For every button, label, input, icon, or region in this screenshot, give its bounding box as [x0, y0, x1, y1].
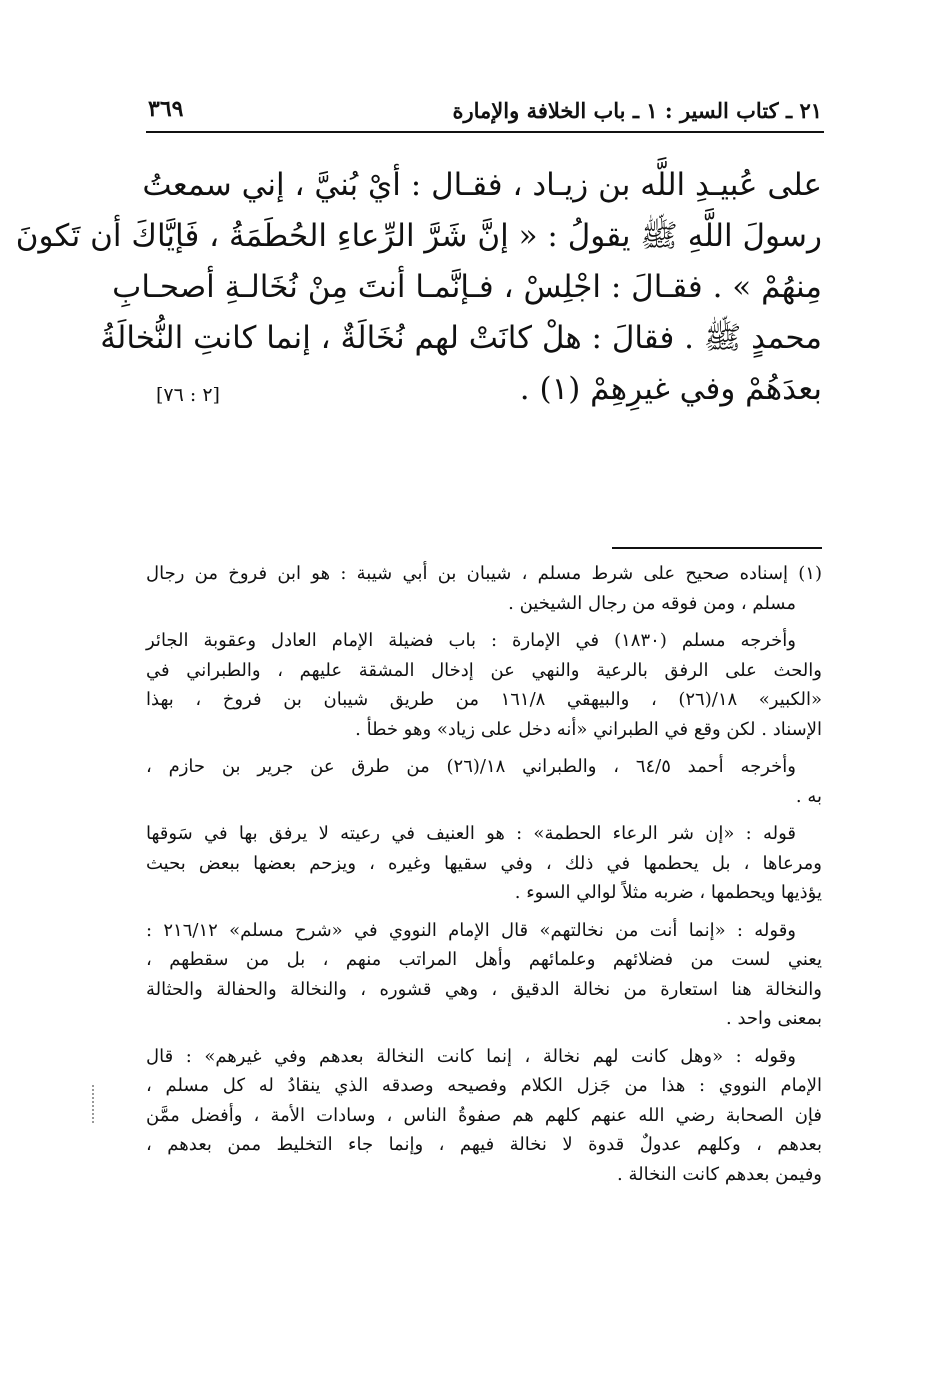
footnote-paragraph	[146, 1042, 822, 1190]
footnote-line: يؤذيها ويحطمها ، ضربه مثلاً لوالي السوء .	[514, 882, 822, 903]
footnote-line: قوله : «إن شر الرعاء الحطمة» : هو العنيف في رعيته لا يرفق بها في سَوقها	[146, 823, 796, 844]
main-text-line-last	[146, 364, 822, 415]
footnote-line: فإن الصحابة رضي الله عنهم كلهم هم صفوةُ الناس ، وسادات الأمة ، وأفضل ممَّن	[146, 1104, 822, 1126]
footnote-line: به .	[795, 785, 822, 807]
footnote-line: وقوله : «وهل كانت لهم نخالة ، إنما كانت النخالة بعدهم وفي غيرهم» : قال	[146, 1045, 796, 1067]
chapter-title: ٢١ ـ كتاب السير : ١ ـ باب الخلافة والإمارة	[452, 98, 822, 123]
main-text-line: على عُبيـدِ اللَّه بن زيـاد ، فقـال : أيْ بُنيَّ ، إني سمعتُ	[142, 167, 822, 203]
footnotes	[146, 559, 822, 1197]
main-text-line: بعدَهُمْ وفي غيرِهِمْ (١) .	[519, 371, 822, 407]
footnote-line: مسلم ، ومن فوقه من رجال الشيخين .	[508, 592, 796, 614]
footnote-paragraph	[146, 819, 822, 908]
footnote-paragraph	[146, 559, 822, 618]
main-text	[15, 160, 822, 415]
hadith-reference: [٢ : ٧٦]	[156, 384, 220, 406]
footnote-line: يعني لست من فضلائهم وعلمائهم وأهل المراتب منهم ، بل من سقطهم ،	[146, 949, 822, 970]
main-text-line: رسولَ اللَّهِ ﷺ يقولُ : « إنَّ شَرَّ الرِّعاءِ الحُطَمَةُ ، فَإيَّاكَ أن تَكونَ	[15, 218, 822, 254]
footnote-line: بعدهم ، وكلهم عدولٌ قدوة لا نخالة فيهم ، وإنما جاء التخليط ممن بعدهم ،	[146, 1134, 822, 1155]
footnote-line: وفيمن بعدهم كانت النخالة .	[617, 1163, 822, 1185]
page-number: ٣٦٩	[148, 96, 184, 122]
footnote-separator	[612, 547, 822, 549]
footnote-line: الإسناد . لكن وقع في الطبراني «أنه دخل على زياد» وهو خطأ .	[355, 718, 822, 740]
footnote-line: (١) إسناده صحيح على شرط مسلم ، شيبان بن أبي شيبة : هو ابن فروخ من رجال	[146, 563, 822, 584]
footnote-line: والحث على الرفق بالرعية والنهي عن إدخال المشقة عليهم ، والطبراني في	[146, 659, 822, 681]
running-header	[148, 96, 822, 130]
margin-dots	[92, 1085, 100, 1123]
footnote-line: وأخرجه مسلم (١٨٣٠) في الإمارة : باب فضيلة الإمام العادل وعقوبة الجائر	[146, 630, 796, 651]
main-text-line: مِنهُمْ » . فقـالَ : اجْلِسْ ، فـإنَّمـا أنتَ مِنْ نُخَالـةِ أصحـابِ	[112, 269, 822, 305]
main-text-line: محمدٍ ﷺ . فقالَ : هلْ كانَتْ لهم نُخَالَةٌ ، إنما كانتِ النُّخالَةُ	[100, 320, 822, 356]
footnote-paragraph	[146, 752, 822, 811]
footnote-line: وأخرجه أحمد ٦٤/٥ ، والطبراني ١٨/(٢٦) من طرق عن جرير بن حازم ،	[146, 756, 796, 777]
footnote-line: بمعنى واحد .	[726, 1008, 822, 1029]
footnote-line: الإمام النووي : هذا من جَزل الكلام وفصيحه وصدقه الذي ينقادُ له كل مسلم ،	[146, 1075, 822, 1096]
footnote-line: «الكبير» ١٨/(٢٦) ، والبيهقي ١٦١/٨ من طريق شيبان بن فروخ ، بهذا	[146, 689, 822, 710]
header-rule	[146, 131, 824, 133]
footnote-line: ومرعاها ، بل يحطمها في ذلك ، وفي سقيها وغيره ، ويزحم بعضها ببعض بحيث	[146, 852, 822, 874]
footnote-line: والنخالة هنا استعارة من نخالة الدقيق ، وهي قشوره ، والنخالة والحفالة والحثالة	[146, 978, 822, 1000]
footnote-paragraph	[146, 916, 822, 1034]
footnote-line: وقوله : «إنما أنت من نخالتهم» قال الإمام النووي في «شرح مسلم» ٢١٦/١٢ :	[146, 919, 796, 941]
footnote-paragraph	[146, 626, 822, 744]
